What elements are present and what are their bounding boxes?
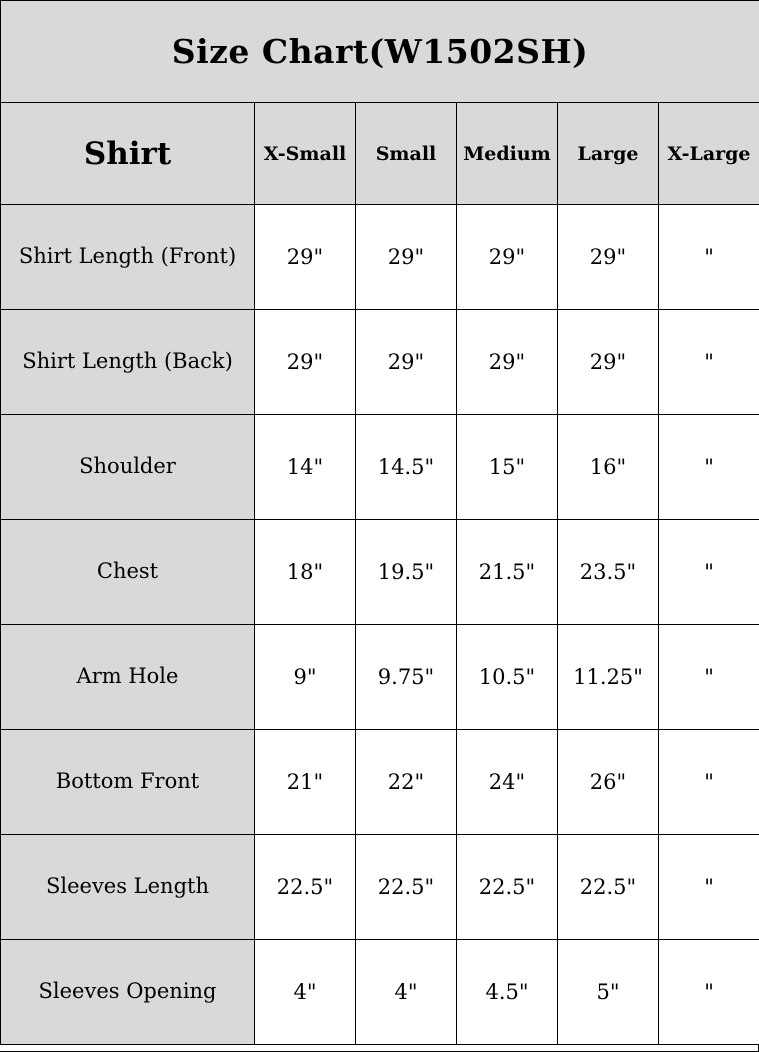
measurement-label: Sleeves Length bbox=[1, 835, 255, 940]
measurement-label: Shirt Length (Front) bbox=[1, 205, 255, 310]
measurement-value: 23.5" bbox=[558, 520, 659, 625]
measurement-value: 29" bbox=[457, 310, 558, 415]
measurement-value: " bbox=[659, 205, 759, 310]
measurement-label: Shirt Length (Back) bbox=[1, 310, 255, 415]
measurement-label: Shoulder bbox=[1, 415, 255, 520]
measurement-value: " bbox=[659, 310, 759, 415]
table-row bbox=[1, 520, 759, 625]
title-row bbox=[1, 1, 759, 103]
measurement-value: 4.5" bbox=[457, 940, 558, 1045]
table-row bbox=[1, 415, 759, 520]
table-row bbox=[1, 835, 759, 940]
measurement-value: " bbox=[659, 940, 759, 1045]
measurement-value: 22.5" bbox=[255, 835, 356, 940]
measurement-value: " bbox=[659, 520, 759, 625]
measurement-value: 10.5" bbox=[457, 625, 558, 730]
measurement-value: 22" bbox=[356, 730, 457, 835]
table-row bbox=[1, 940, 759, 1045]
header-row bbox=[1, 103, 759, 205]
column-header-x-large: X-Large bbox=[659, 103, 759, 205]
measurement-value: 29" bbox=[457, 205, 558, 310]
column-header-medium: Medium bbox=[457, 103, 558, 205]
measurement-value: 29" bbox=[255, 205, 356, 310]
page-title: Size Chart(W1502SH) bbox=[1, 1, 759, 103]
garment-type-label: Shirt bbox=[1, 103, 255, 205]
measurement-value: 4" bbox=[356, 940, 457, 1045]
measurement-value: " bbox=[659, 730, 759, 835]
table-row bbox=[1, 310, 759, 415]
table-row bbox=[1, 730, 759, 835]
measurement-value: 29" bbox=[558, 205, 659, 310]
measurement-value: 11.25" bbox=[558, 625, 659, 730]
measurement-value: 9.75" bbox=[356, 625, 457, 730]
column-header-large: Large bbox=[558, 103, 659, 205]
measurement-value: " bbox=[659, 415, 759, 520]
measurement-label: Sleeves Opening bbox=[1, 940, 255, 1045]
measurement-value: 22.5" bbox=[457, 835, 558, 940]
measurement-value: 29" bbox=[255, 310, 356, 415]
size-chart-body bbox=[1, 1, 759, 1045]
measurement-value: 24" bbox=[457, 730, 558, 835]
column-header-x-small: X-Small bbox=[255, 103, 356, 205]
measurement-label: Bottom Front bbox=[1, 730, 255, 835]
measurement-value: 21.5" bbox=[457, 520, 558, 625]
measurement-value: 18" bbox=[255, 520, 356, 625]
measurement-value: 14" bbox=[255, 415, 356, 520]
measurement-value: 29" bbox=[356, 310, 457, 415]
measurement-value: 16" bbox=[558, 415, 659, 520]
measurement-value: 22.5" bbox=[558, 835, 659, 940]
measurement-value: 14.5" bbox=[356, 415, 457, 520]
measurement-value: " bbox=[659, 835, 759, 940]
measurement-value: 15" bbox=[457, 415, 558, 520]
measurement-value: 4" bbox=[255, 940, 356, 1045]
measurement-value: " bbox=[659, 625, 759, 730]
measurement-value: 26" bbox=[558, 730, 659, 835]
measurement-label: Chest bbox=[1, 520, 255, 625]
table-row bbox=[1, 205, 759, 310]
measurement-value: 9" bbox=[255, 625, 356, 730]
measurement-label: Arm Hole bbox=[1, 625, 255, 730]
measurement-value: 21" bbox=[255, 730, 356, 835]
measurement-value: 29" bbox=[356, 205, 457, 310]
measurement-value: 29" bbox=[558, 310, 659, 415]
column-header-small: Small bbox=[356, 103, 457, 205]
measurement-value: 5" bbox=[558, 940, 659, 1045]
measurement-value: 22.5" bbox=[356, 835, 457, 940]
measurement-value: 19.5" bbox=[356, 520, 457, 625]
table-row bbox=[1, 625, 759, 730]
